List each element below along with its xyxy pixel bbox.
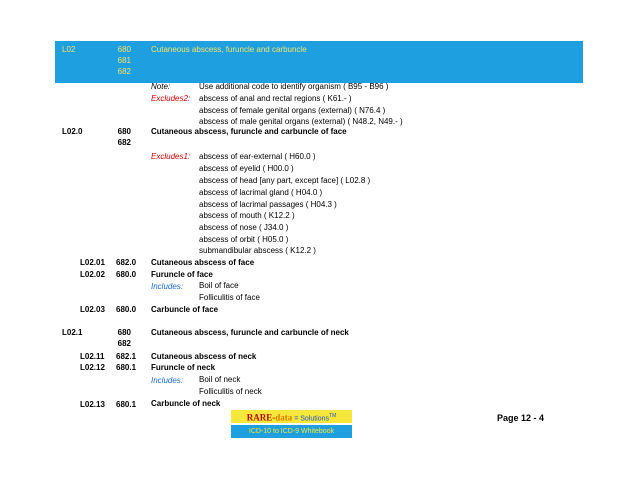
excludes1-item: abscess of eyelid ( H00.0 ) <box>199 164 294 173</box>
l021-icd9-1: 680 <box>117 328 131 337</box>
row-code: L02.03 <box>80 305 105 314</box>
header-icd9-2: 681 <box>117 56 131 65</box>
row-icd9: 680.0 <box>116 270 137 279</box>
l020-icd9-2: 682 <box>117 138 131 147</box>
header-icd9-3: 682 <box>117 67 131 76</box>
l020-icd9-1: 680 <box>117 127 131 136</box>
includes-item: Boil of neck <box>199 375 241 384</box>
excludes1-item: abscess of head [any part, except face] ( L02.8 ) <box>199 176 371 185</box>
excludes2-label: Excludes2: <box>151 94 191 103</box>
row-code: L02.11 <box>80 352 105 361</box>
excludes1-item: abscess of mouth ( K12.2 ) <box>199 211 295 220</box>
row-desc: Furuncle of neck <box>151 363 216 372</box>
header-title: Cutaneous abscess, furuncle and carbuncle <box>151 45 307 54</box>
l021-code: L02.1 <box>62 328 83 337</box>
includes-item: Boil of face <box>199 281 239 290</box>
excludes2-item: abscess of anal and rectal regions ( K61.- ) <box>199 94 352 103</box>
row-desc: Carbuncle of face <box>151 305 219 314</box>
includes-item: Folliculitis of face <box>199 293 260 302</box>
excludes1-item: abscess of lacrimal passages ( H04.3 ) <box>199 200 337 209</box>
row-desc: Cutaneous abscess of face <box>151 258 255 267</box>
footer-brand <box>231 410 352 423</box>
note-label: Note: <box>151 82 171 91</box>
l020-code: L02.0 <box>62 127 83 136</box>
excludes2-item: abscess of female genital organs (external) ( N76.4 ) <box>199 106 386 115</box>
excludes2-item: abscess of male genital organs (external) ( N48.2, N49.- ) <box>199 117 403 126</box>
row-desc: Carbuncle of neck <box>151 399 221 408</box>
row-code: L02.01 <box>80 258 105 267</box>
row-icd9: 680.0 <box>116 305 137 314</box>
header-code: L02 <box>62 45 76 54</box>
includes-item: Folliculitis of neck <box>199 387 262 396</box>
excludes1-item: submandibular abscess ( K12.2 ) <box>199 246 316 255</box>
row-icd9: 680.1 <box>116 400 137 409</box>
excludes1-item: abscess of lacrimal gland ( H04.0 ) <box>199 188 323 197</box>
note-text: Use additional code to identify organism ( B95 - B96 ) <box>199 82 389 91</box>
excludes1-item: abscess of nose ( J34.0 ) <box>199 223 289 232</box>
footer-subtitle: ICD-10 to ICD-9 Whitebook <box>231 425 352 438</box>
row-icd9: 682.0 <box>116 258 137 267</box>
row-desc: Cutaneous abscess of neck <box>151 352 257 361</box>
row-code: L02.13 <box>80 400 105 409</box>
row-code: L02.12 <box>80 363 105 372</box>
row-code: L02.02 <box>80 270 105 279</box>
brand-tm: TM <box>329 413 337 419</box>
row-icd9: 682.1 <box>116 352 137 361</box>
l020-title: Cutaneous abscess, furuncle and carbuncle of face <box>151 127 347 136</box>
row-desc: Furuncle of face <box>151 270 213 279</box>
l021-icd9-2: 682 <box>117 339 131 348</box>
brand-solutions: = Solutions <box>292 415 330 423</box>
includes-label: Includes: <box>151 282 184 291</box>
includes-label: Includes: <box>151 376 184 385</box>
brand-data: data <box>275 412 293 423</box>
page-number: Page 12 - 4 <box>497 413 545 423</box>
brand-rare: RARE- <box>246 412 276 423</box>
excludes1-item: abscess of orbit ( H05.0 ) <box>199 235 289 244</box>
header-icd9-1: 680 <box>117 45 131 54</box>
excludes1-item: abscess of ear-external ( H60.0 ) <box>199 152 316 161</box>
excludes1-label: Excludes1: <box>151 152 191 161</box>
header-bar <box>55 41 583 83</box>
l021-title: Cutaneous abscess, furuncle and carbuncle of neck <box>151 328 349 337</box>
row-icd9: 680.1 <box>116 363 137 372</box>
